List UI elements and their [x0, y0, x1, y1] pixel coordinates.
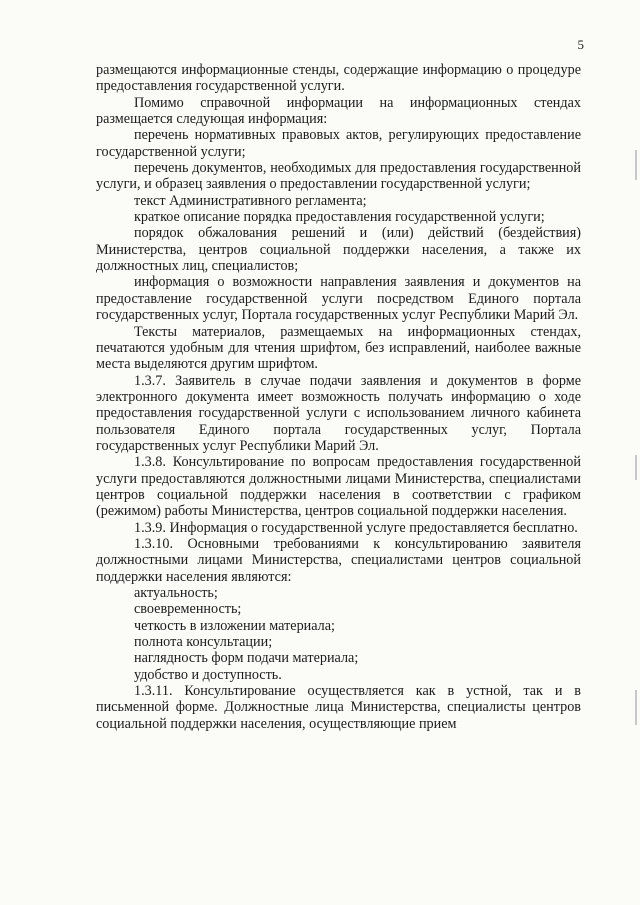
paragraph: своевременность;	[134, 601, 242, 618]
paragraph: наглядность форм подачи материала;	[134, 650, 359, 667]
paragraph: размещаются информационные стенды, содержащие информацию о процедуре предоставления государственной услуги.	[96, 62, 581, 95]
paragraph: полнота консультации;	[134, 634, 273, 651]
paragraph: перечень нормативных правовых актов, регулирующих предоставление государственной услуги;	[96, 127, 581, 160]
paragraph: 1.3.9. Информация о государственной услуге предоставляется бесплатно.	[134, 519, 578, 536]
paragraph: Помимо справочной информации на информационных стендах размещается следующая информация:	[96, 94, 581, 128]
paragraph: четкость в изложении материала;	[134, 617, 336, 634]
scan-edge-mark	[635, 690, 637, 725]
paragraph: текст Административного регламента;	[134, 192, 367, 209]
scan-edge-mark	[635, 150, 637, 180]
paragraph: краткое описание порядка предоставления государственной услуги;	[134, 209, 545, 226]
page-number: 5	[577, 37, 584, 52]
paragraph: 1.3.10. Основными требованиями к консультированию заявителя должностными лицами Министерства, специалистами центров социальной поддержки населения являются:	[96, 535, 581, 585]
paragraph: 1.3.8. Консультирование по вопросам предоставления государственной услуги предоставляются должностными лицами Министерства, специалистами центров социальной поддержки населения в соответствии с графиком (режимом) работы Министерства, центров социальной поддержки населения.	[96, 454, 581, 520]
paragraph: Тексты материалов, размещаемых на информационных стендах, печатаются удобным для чтения шрифтом, без исправлений, наиболее важные места выделяются другим шрифтом.	[96, 323, 581, 373]
paragraph: перечень документов, необходимых для предоставления государственной услуги, и образец заявления о предоставлении государственной услуги;	[96, 160, 581, 193]
document-body	[96, 62, 581, 732]
paragraph: удобство и доступность.	[134, 666, 282, 683]
paragraph: порядок обжалования решений и (или) действий (бездействия) Министерства, центров социальной поддержки населения, а также их должностных лиц, специалистов;	[96, 225, 581, 275]
paragraph: информация о возможности направления заявления и документов на предоставление государственной услуги посредством Единого портала государственных услуг, Портала государственных услуг Республики Марий Эл.	[96, 274, 581, 324]
paragraph: 1.3.7. Заявитель в случае подачи заявления и документов в форме электронного документа имеет возможность получать информацию о ходе предоставления государственной услуги с использованием личного кабинета пользователя Единого портала государственных услуг, Портала государственных услуг Республики Марий Эл.	[96, 372, 581, 454]
scan-edge-mark	[635, 455, 637, 480]
paragraph: 1.3.11. Консультирование осуществляется как в устной, так и в письменной форме. Должностные лица Министерства, специалисты центров социальной поддержки населения, осуществляющие прием	[96, 683, 581, 732]
paragraph: актуальность;	[134, 585, 218, 601]
